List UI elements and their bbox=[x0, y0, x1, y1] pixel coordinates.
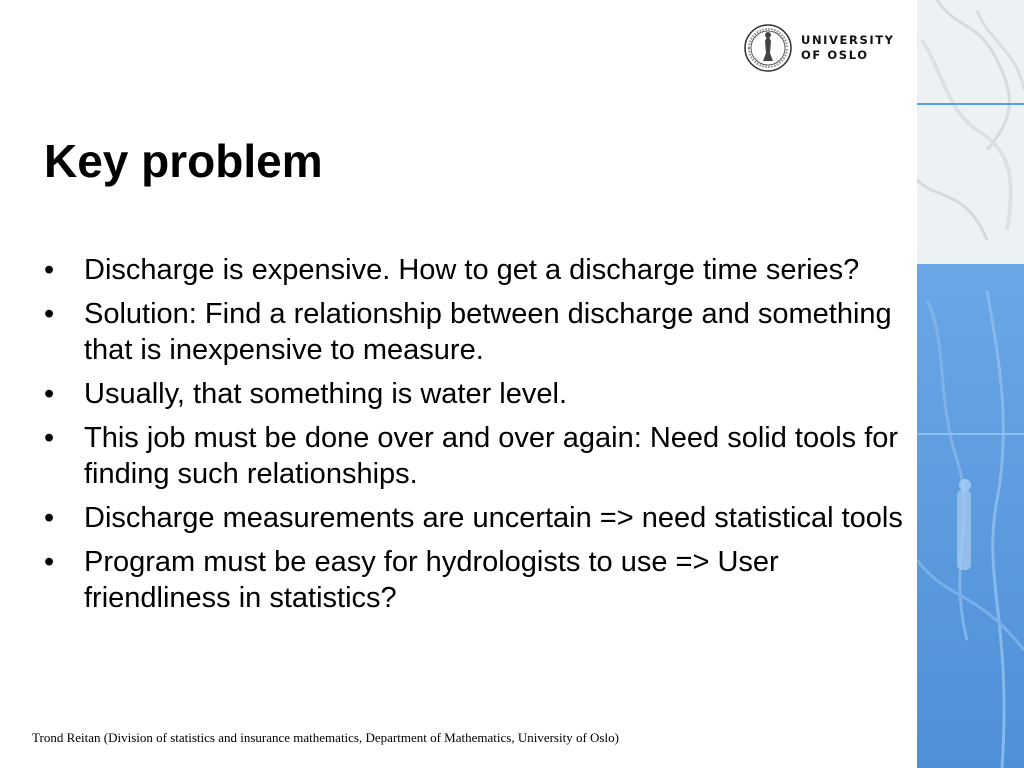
bullet-item bbox=[44, 544, 904, 616]
bullet-item bbox=[44, 420, 904, 492]
logo-text bbox=[801, 33, 895, 63]
bullet-icon: • bbox=[44, 502, 55, 534]
statue-decoration-icon bbox=[917, 0, 1024, 768]
bullet-item bbox=[44, 500, 904, 536]
bullet-text: Program must be easy for hydrologists to use => User friendliness in statistics? bbox=[84, 546, 779, 614]
bullet-text: This job must be done over and over again: Need solid tools for finding such relationships. bbox=[84, 422, 899, 490]
logo-line-2: OF OSLO bbox=[801, 48, 869, 62]
university-logo bbox=[743, 22, 895, 74]
footer-credit: Trond Reitan (Division of statistics and insurance mathematics, Department of Mathematics, University of Oslo) bbox=[32, 730, 619, 745]
slide-title: Key problem bbox=[44, 135, 323, 187]
bullet-icon: • bbox=[44, 254, 55, 286]
university-seal-icon bbox=[743, 23, 793, 73]
bullet-icon: • bbox=[44, 298, 55, 330]
bullet-text: Discharge is expensive. How to get a discharge time series? bbox=[84, 254, 860, 286]
bullet-text: Discharge measurements are uncertain => need statistical tools bbox=[84, 502, 903, 534]
decorative-strip bbox=[917, 0, 1024, 768]
bullet-text: Usually, that something is water level. bbox=[84, 378, 568, 410]
logo-line-1: UNIVERSITY bbox=[801, 33, 895, 47]
bullet-item bbox=[44, 252, 904, 288]
bullet-icon: • bbox=[44, 546, 55, 578]
bullet-text: Solution: Find a relationship between discharge and something that is inexpensive to measure. bbox=[84, 298, 892, 366]
bullet-item bbox=[44, 376, 904, 412]
bullet-item bbox=[44, 296, 904, 368]
bullet-icon: • bbox=[44, 378, 55, 410]
bullet-icon: • bbox=[44, 422, 55, 454]
bullet-list bbox=[44, 252, 904, 624]
